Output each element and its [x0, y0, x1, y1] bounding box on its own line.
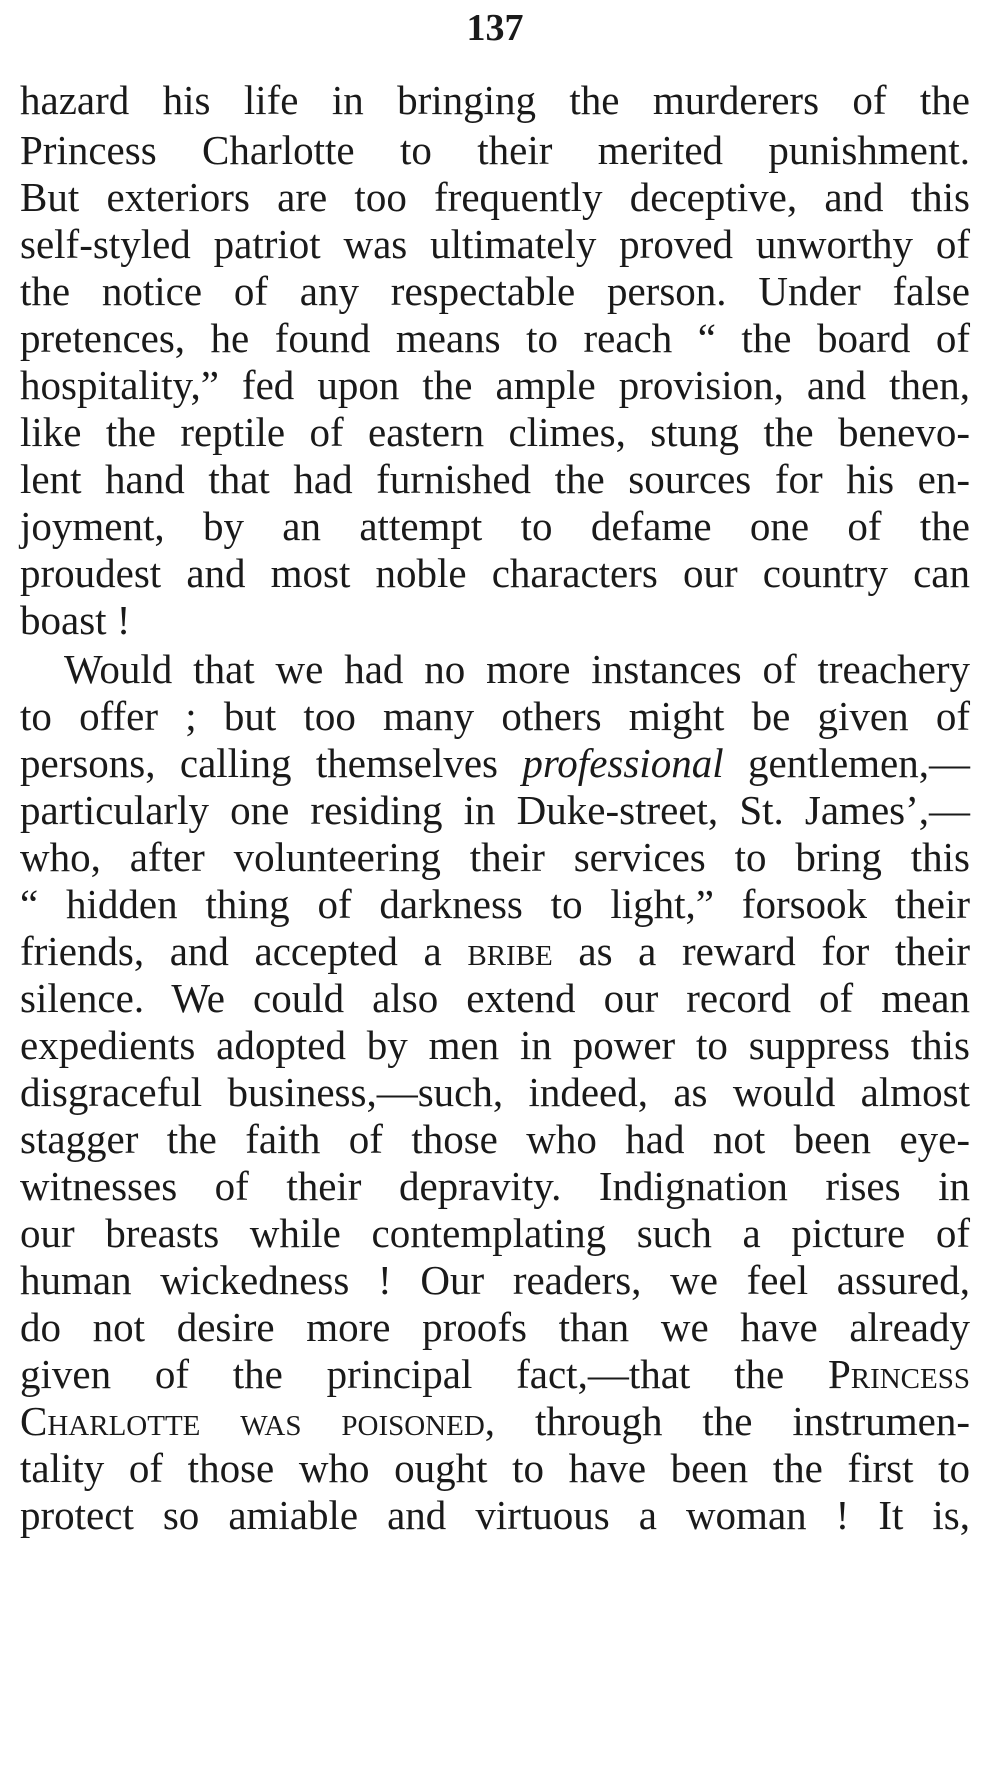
text-line: hospitality,” fed upon the ample provision, and then,: [20, 362, 970, 408]
text-line: the notice of any respectable person. Under false: [20, 268, 970, 314]
text-line: pretences, he found means to reach “ the board of: [20, 315, 970, 361]
text-line: particularly one residing in Duke-street, St. James’,—: [20, 787, 970, 833]
text-line: witnesses of their depravity. Indignation rises in: [20, 1163, 970, 1209]
text-line: Charlotte was poisoned, through the instrumen-: [20, 1398, 970, 1444]
text-line: boast !: [20, 597, 131, 643]
text-line: proudest and most noble characters our country can: [20, 550, 970, 596]
text-line: who, after volunteering their services to bring this: [20, 834, 970, 880]
text-line: joyment, by an attempt to defame one of the: [20, 503, 970, 549]
text-line: disgraceful business,—such, indeed, as would almost: [20, 1069, 970, 1115]
small-caps-emphasis: Princess: [827, 1351, 970, 1397]
text-line: Princess Charlotte to their merited punishment.: [20, 127, 970, 173]
text-line: given of the principal fact,—that the Princess: [20, 1351, 970, 1397]
text-line: expedients adopted by men in power to suppress this: [20, 1022, 970, 1068]
text-line: persons, calling themselves professional gentlemen,—: [20, 740, 970, 786]
small-caps-emphasis: Charlotte was poisoned: [20, 1398, 485, 1444]
text-line: human wickedness ! Our readers, we feel assured,: [20, 1257, 970, 1303]
text-line: stagger the faith of those who had not been eye-: [20, 1116, 970, 1162]
text-line: protect so amiable and virtuous a woman ! It is,: [20, 1492, 970, 1538]
text-line: self-styled patriot was ultimately proved unworthy of: [20, 221, 970, 267]
text-line: lent hand that had furnished the sources for his en-: [20, 456, 970, 502]
text-line: friends, and accepted a bribe as a reward for their: [20, 928, 970, 974]
text-line: do not desire more proofs than we have already: [20, 1304, 970, 1350]
text-line: But exteriors are too frequently deceptive, and this: [20, 174, 970, 220]
text-line: our breasts while contemplating such a picture of: [20, 1210, 970, 1256]
text-line: like the reptile of eastern climes, stung the benevo-: [20, 409, 970, 455]
text-line: “ hidden thing of darkness to light,” forsook their: [20, 881, 970, 927]
page-number: 137: [466, 7, 524, 49]
text-line: Would that we had no more instances of treachery: [64, 646, 970, 692]
text-line: silence. We could also extend our record of mean: [20, 975, 970, 1021]
text-line: tality of those who ought to have been the first to: [20, 1445, 970, 1491]
small-caps-emphasis: bribe: [467, 928, 553, 974]
italic-emphasis: professional: [522, 740, 724, 786]
text-line: to offer ; but too many others might be given of: [20, 693, 970, 739]
book-page: [20, 0, 970, 1775]
text-line: hazard his life in bringing the murderers of the: [20, 77, 970, 123]
